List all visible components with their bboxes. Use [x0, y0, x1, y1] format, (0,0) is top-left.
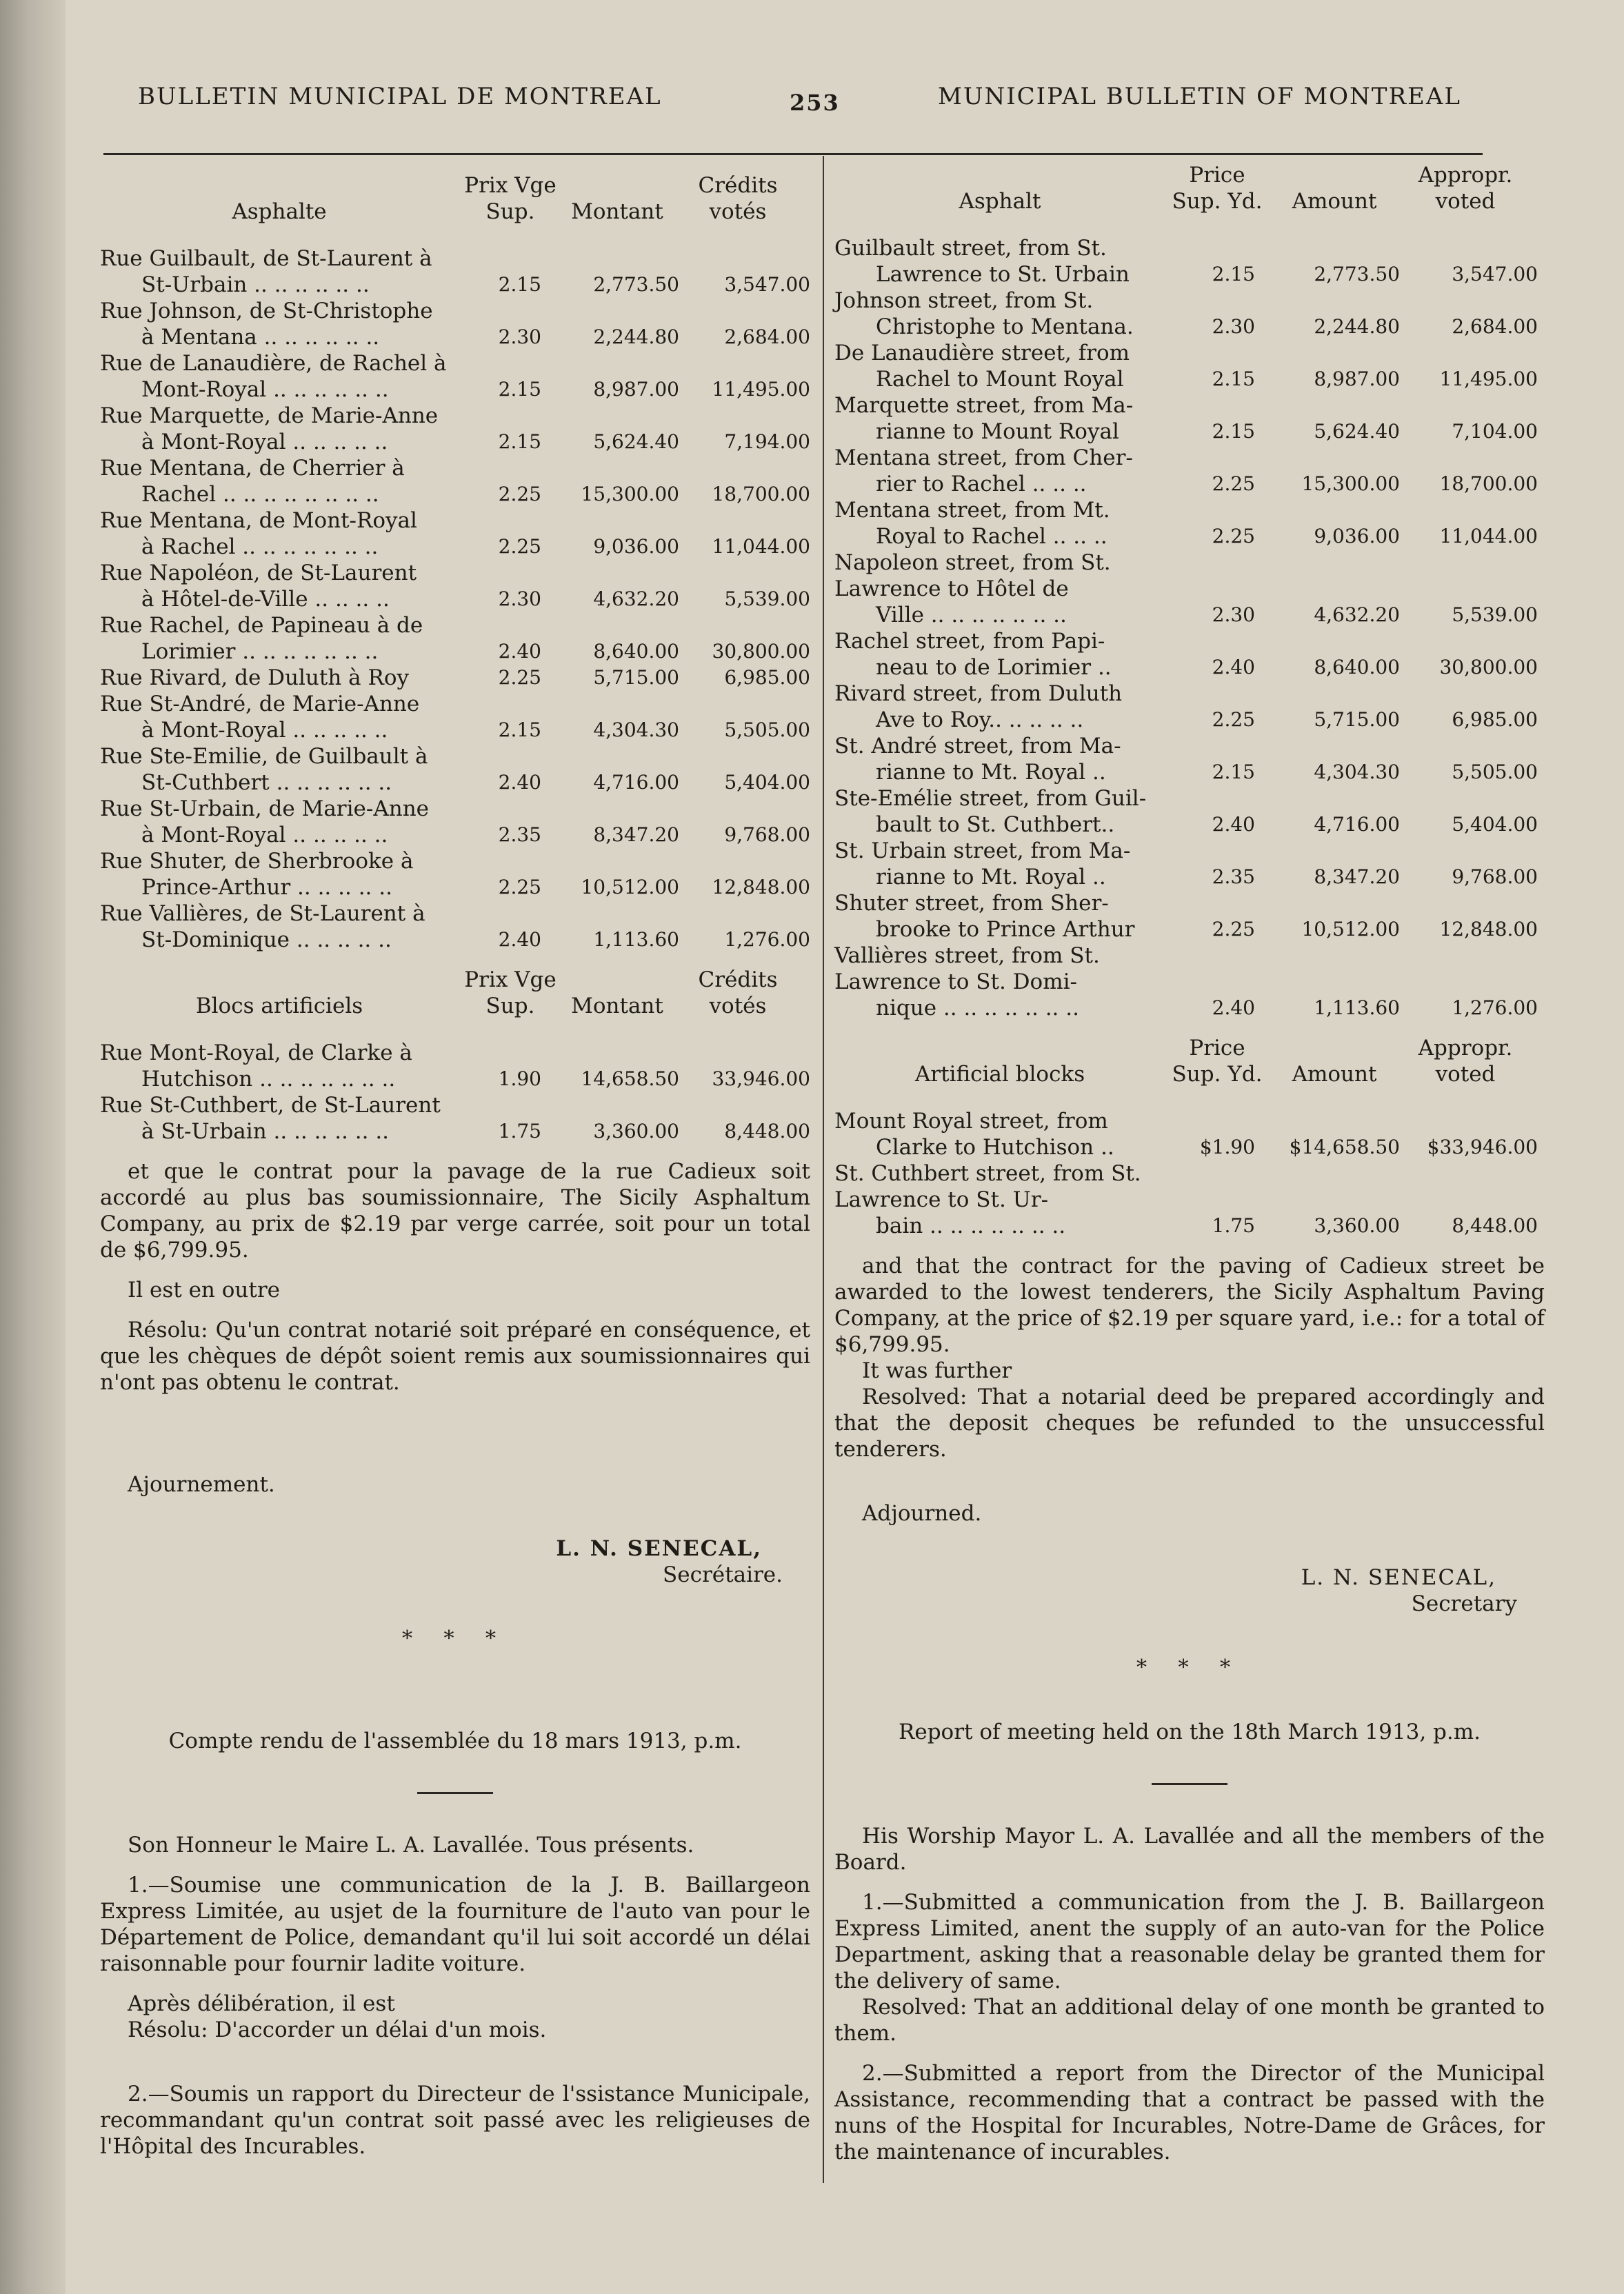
adjournment-en: Adjourned. — [862, 1501, 982, 1526]
amount-cell: 4,716.00 — [593, 771, 679, 794]
price-heading-fr: Prix Vge Sup. — [464, 173, 557, 224]
item-2-fr: 2.—Soumis un rapport du Directeur de l'ssistance Municipale, recommandant qu'un contrat soit passé avec les religieuses de l'Hôpital des Incurables. — [100, 2082, 810, 2159]
street-description — [834, 445, 1186, 497]
amount-cell: 3,360.00 — [1314, 1214, 1400, 1237]
table-row — [834, 235, 1545, 288]
credit-cell: 5,404.00 — [724, 771, 810, 794]
table-row — [100, 298, 810, 350]
section-stars-fr: * * * — [401, 1627, 509, 1651]
price-cell: 2.30 — [498, 587, 541, 610]
street-line-2: rier to Rachel .. .. .. — [876, 472, 1087, 496]
price-cell: 2.15 — [1212, 368, 1255, 390]
street-line-2: Christophe to Mentana. — [876, 314, 1134, 339]
street-line-1: Rue Ste-Emilie, de Guilbault à — [100, 744, 428, 769]
amount-cell: 8,640.00 — [1314, 656, 1400, 678]
amount-cell: 15,300.00 — [581, 483, 679, 505]
credit-cell: $33,946.00 — [1427, 1136, 1538, 1158]
credit-cell: 9,768.00 — [1452, 865, 1538, 888]
price-cell: 2.15 — [1212, 761, 1255, 783]
blocks-price-heading-fr: Prix Vge Sup. — [464, 967, 557, 1018]
asphalt-rows-fr — [100, 245, 810, 953]
present-line-fr: Son Honneur le Maire L. A. Lavallée. Tous présents. — [128, 1833, 694, 1858]
amount-cell: 5,624.40 — [593, 430, 679, 453]
street-line-2: Rachel .. .. .. .. .. .. .. .. — [141, 482, 379, 507]
credit-cell: 6,985.00 — [724, 666, 810, 689]
street-line-1: Rivard street, from Duluth — [834, 681, 1123, 706]
street-description — [834, 838, 1186, 890]
amount-cell: 1,113.60 — [593, 928, 679, 951]
signature-name-en: L. N. SENECAL, — [1301, 1565, 1496, 1590]
table-row — [100, 901, 810, 953]
street-description — [100, 298, 472, 350]
table-row — [100, 455, 810, 507]
street-description — [100, 350, 472, 403]
street-line-2: à Mont-Royal .. .. .. .. .. — [141, 430, 388, 454]
table-row — [834, 445, 1545, 497]
credit-cell: 1,276.00 — [724, 928, 810, 951]
street-line-1: Johnson street, from St. — [834, 288, 1094, 313]
amount-cell: 4,304.30 — [1314, 761, 1400, 783]
amount-cell: 5,715.00 — [593, 666, 679, 689]
street-line-2: St-Urbain .. .. .. .. .. .. — [141, 272, 370, 297]
resolution-paragraph-en: Resolved: That a notarial deed be prepared accordingly and that the deposit cheques be refunded to the unsuccessful tenderers. — [834, 1385, 1545, 1462]
signature-role-fr: Secrétaire. — [663, 1562, 783, 1587]
credit-cell: 11,044.00 — [712, 535, 810, 558]
credit-cell: 5,539.00 — [724, 587, 810, 610]
price-cell: 2.15 — [1212, 420, 1255, 443]
resolution-paragraph-fr: Résolu: Qu'un contrat notarié soit préparé en conséquence, et que les chèques de dépôt soient remis aux soumissionnaires qui n'ont pas obtenu le contrat. — [100, 1318, 810, 1395]
credit-cell: 8,448.00 — [1452, 1214, 1538, 1237]
credit-cell: 30,800.00 — [1439, 656, 1538, 678]
amount-heading-fr: Montant — [571, 199, 663, 224]
street-line-1: St. André street, from Ma- — [834, 734, 1121, 758]
street-description — [100, 507, 472, 560]
street-line-1: Ste-Emélie street, from Guil- — [834, 786, 1147, 811]
price-cell: 2.40 — [1212, 996, 1255, 1019]
street-line-2: à Hôtel-de-Ville .. .. .. .. — [141, 587, 390, 612]
table-row — [100, 403, 810, 455]
street-line-1: Rue Rivard, de Duluth à Roy — [100, 665, 410, 690]
credit-cell: 5,505.00 — [724, 718, 810, 741]
street-line-2: Lorimier .. .. .. .. .. .. .. — [141, 639, 379, 664]
price-cell: 2.25 — [498, 876, 541, 898]
street-line-1: Rue St-Cuthbert, de St-Laurent — [100, 1093, 441, 1118]
street-description — [100, 455, 472, 507]
price-cell: 2.25 — [1212, 472, 1255, 495]
amount-cell: 8,987.00 — [593, 378, 679, 401]
table-row — [100, 560, 810, 612]
amount-cell: 8,640.00 — [593, 640, 679, 663]
appropr-heading-en: Appropr. voted — [1418, 163, 1513, 214]
street-description — [100, 1040, 472, 1092]
street-line-2: Clarke to Hutchison .. — [876, 1135, 1114, 1160]
street-line-2: St-Dominique .. .. .. .. .. — [141, 927, 392, 952]
credit-cell: 11,044.00 — [1439, 525, 1538, 547]
table-row — [834, 1160, 1545, 1239]
price-cell: 1.90 — [498, 1067, 541, 1090]
credit-cell: 11,495.00 — [1439, 368, 1538, 390]
price-cell: 2.15 — [498, 430, 541, 453]
street-line-2: à Mont-Royal .. .. .. .. .. — [141, 718, 388, 743]
price-cell: 2.15 — [498, 273, 541, 296]
street-line-2: rianne to Mt. Royal .. — [876, 865, 1106, 889]
street-line-2: rianne to Mt. Royal .. — [876, 760, 1106, 785]
street-description — [100, 691, 472, 743]
street-line-2: neau to de Lorimier .. — [876, 655, 1112, 680]
table-row — [100, 691, 810, 743]
credits-heading-fr: Crédits votés — [698, 173, 778, 224]
item-1-resolution-fr: Résolu: D'accorder un délai d'un mois. — [128, 2018, 547, 2042]
blocks-price-heading-en: Price Sup. Yd. — [1172, 1036, 1263, 1087]
price-cell: 2.35 — [1212, 865, 1255, 888]
street-description — [100, 665, 472, 691]
amount-cell: 2,773.50 — [1314, 263, 1400, 285]
street-line-2: rianne to Mount Royal — [876, 419, 1119, 444]
amount-cell: 4,632.20 — [593, 587, 679, 610]
street-line-1: Rue Guilbault, de St-Laurent à — [100, 246, 432, 271]
page-binding-edge — [0, 0, 66, 2294]
credit-cell: 2,684.00 — [1452, 315, 1538, 338]
amount-cell: 3,360.00 — [593, 1120, 679, 1143]
asphalt-table-header-en — [834, 162, 1545, 214]
price-cell: 2.40 — [498, 640, 541, 663]
page-number: 253 — [790, 90, 840, 116]
signature-role-en: Secretary — [1411, 1591, 1517, 1616]
credit-cell: 18,700.00 — [712, 483, 810, 505]
street-line-2: Ave to Roy.. .. .. .. .. — [876, 707, 1084, 732]
street-description — [834, 235, 1186, 288]
amount-cell: 15,300.00 — [1301, 472, 1400, 495]
amount-cell: 2,244.80 — [1314, 315, 1400, 338]
amount-cell: $14,658.50 — [1289, 1136, 1400, 1158]
street-line-1: Rue Mentana, de Cherrier à — [100, 456, 405, 481]
credit-cell: 1,276.00 — [1452, 996, 1538, 1019]
street-description — [834, 497, 1186, 550]
credit-cell: 5,505.00 — [1452, 761, 1538, 783]
price-cell: 2.25 — [1212, 918, 1255, 940]
blocks-amount-heading-en: Amount — [1292, 1062, 1377, 1087]
street-description — [100, 796, 472, 848]
blocks-heading-en: Artificial blocks — [914, 1062, 1085, 1087]
street-line-2: Mont-Royal .. .. .. .. .. .. — [141, 377, 389, 402]
street-line-1: Marquette street, from Ma- — [834, 393, 1134, 418]
contract-paragraph-fr: et que le contrat pour la pavage de la rue Cadieux soit accordé au plus bas soumissionnaire, The Sicily Asphaltum Company, au prix de $2.19 par verge carrée, soit pour un total de $6,799.95. — [100, 1159, 810, 1262]
table-row — [834, 497, 1545, 550]
street-line-1: Rue Rachel, de Papineau à de — [100, 613, 423, 638]
english-column — [834, 162, 1545, 2165]
table-row — [834, 943, 1545, 1021]
street-line-1: Rue Mentana, de Mont-Royal — [100, 508, 417, 533]
street-line-1: St. Urbain street, from Ma- — [834, 838, 1131, 863]
price-heading-en: Price Sup. Yd. — [1172, 163, 1263, 214]
price-cell: 2.30 — [498, 325, 541, 348]
credit-cell: 11,495.00 — [712, 378, 810, 401]
french-column — [100, 172, 810, 2160]
street-line-2: bain .. .. .. .. .. .. .. — [876, 1214, 1066, 1238]
price-cell: 2.15 — [498, 378, 541, 401]
price-cell: 2.40 — [498, 771, 541, 794]
price-cell: 2.35 — [498, 823, 541, 846]
street-line-1: St. Cuthbert street, from St. Lawrence to St. Ur- — [834, 1161, 1141, 1212]
street-line-1: Vallières street, from St. Lawrence to St. Domi- — [834, 943, 1100, 994]
signature-name-fr: L. N. SENECAL, — [556, 1536, 762, 1561]
street-line-2: brooke to Prince Arthur — [876, 917, 1135, 942]
table-row — [834, 550, 1545, 628]
item-1-fr: 1.—Soumise une communication de la J. B. Baillargeon Express Limitée, au usjet de la fourniture de l'auto van pour le Département de Police, demandant qu'il lui soit accordé un délai raisonnable pour fournir ladite voiture. — [100, 1873, 810, 1976]
table-row — [100, 743, 810, 796]
street-description — [834, 288, 1186, 340]
street-line-1: Napoleon street, from St. Lawrence to Hôtel de — [834, 550, 1111, 601]
street-description — [100, 1092, 472, 1145]
item-1-resolution-en: Resolved: That an additional delay of one month be granted to them. — [834, 1995, 1545, 2046]
table-row — [834, 628, 1545, 681]
header-rule — [103, 153, 1483, 155]
blocks-heading-fr: Blocs artificiels — [195, 994, 363, 1018]
table-row — [834, 392, 1545, 445]
price-cell: 2.15 — [498, 718, 541, 741]
street-description — [100, 848, 472, 901]
street-line-1: Mount Royal street, from — [834, 1109, 1108, 1134]
street-line-1: Rue Marquette, de Marie-Anne — [100, 403, 439, 428]
street-line-1: Mentana street, from Cher- — [834, 445, 1133, 470]
credit-cell: 7,104.00 — [1452, 420, 1538, 443]
street-line-2: Rachel to Mount Royal — [876, 367, 1124, 392]
blocks-amount-heading-fr: Montant — [571, 994, 663, 1018]
price-cell: 2.25 — [1212, 708, 1255, 731]
amount-cell: 1,113.60 — [1314, 996, 1400, 1019]
amount-cell: 5,715.00 — [1314, 708, 1400, 731]
item-2-en: 2.—Submitted a report from the Director of the Municipal Assistance, recommending that a contract be passed with the nuns of the Hospital for Incurables, Notre-Dame de Grâces, for the maintenance of incurables. — [834, 2061, 1545, 2164]
asphalt-rows-en — [834, 235, 1545, 1021]
amount-cell: 9,036.00 — [1314, 525, 1400, 547]
street-description — [834, 1108, 1186, 1160]
street-line-1: Rue St-Urbain, de Marie-Anne — [100, 796, 430, 821]
table-row — [100, 612, 810, 665]
column-divider — [823, 156, 824, 2183]
street-description — [834, 943, 1186, 1021]
amount-heading-en: Amount — [1292, 189, 1377, 214]
credit-cell: 3,547.00 — [1452, 263, 1538, 285]
table-row — [834, 340, 1545, 392]
street-line-2: Royal to Rachel .. .. .. — [876, 524, 1107, 549]
credit-cell: 12,848.00 — [1439, 918, 1538, 940]
street-description — [834, 890, 1186, 943]
street-description — [834, 550, 1186, 628]
street-line-2: Lawrence to St. Urbain — [876, 262, 1130, 287]
item-1-deliberation-fr: Après délibération, il est — [128, 1991, 395, 2016]
street-line-2: nique .. .. .. .. .. .. .. — [876, 996, 1079, 1020]
blocks-table-header-fr — [100, 967, 810, 1019]
table-row — [100, 350, 810, 403]
table-row — [100, 507, 810, 560]
blocks-rows-en — [834, 1108, 1545, 1239]
report-title-en: Report of meeting held on the 18th March 1913, p.m. — [899, 1720, 1481, 1744]
credit-cell: 8,448.00 — [724, 1120, 810, 1143]
table-row — [100, 1040, 810, 1092]
credit-cell: 30,800.00 — [712, 640, 810, 663]
price-cell: 1.75 — [498, 1120, 541, 1143]
table-row — [834, 681, 1545, 733]
asphalt-heading-fr: Asphalte — [232, 199, 327, 224]
street-description — [834, 392, 1186, 445]
street-line-2: Ville .. .. .. .. .. .. .. — [876, 603, 1067, 627]
amount-cell: 9,036.00 — [593, 535, 679, 558]
adjournment-fr: Ajournement. — [128, 1472, 275, 1497]
street-line-1: Rue de Lanaudière, de Rachel à — [100, 351, 447, 376]
further-paragraph-en: It was further — [862, 1358, 1012, 1383]
credit-cell: 18,700.00 — [1439, 472, 1538, 495]
street-description — [100, 403, 472, 455]
blocks-appropr-heading-en: Appropr. voted — [1418, 1036, 1513, 1087]
asphalt-table-header-fr — [100, 172, 810, 225]
table-row — [100, 245, 810, 298]
credit-cell: 5,539.00 — [1452, 603, 1538, 626]
amount-cell: 4,304.30 — [593, 718, 679, 741]
price-cell: 2.25 — [498, 483, 541, 505]
section-stars-en: * * * — [1136, 1656, 1243, 1680]
header-right-title: MUNICIPAL BULLETIN OF MONTREAL — [938, 83, 1462, 110]
contract-paragraph-en: and that the contract for the paving of Cadieux street be awarded to the lowest tenderers, the Sicily Asphaltum Paving Company, at the price of $2.19 per square yard, i.e.: for a total of $6,799.95. — [834, 1254, 1545, 1357]
street-description — [834, 628, 1186, 681]
street-line-1: Rue St-André, de Marie-Anne — [100, 692, 420, 716]
street-line-2: à St-Urbain .. .. .. .. .. .. — [141, 1119, 390, 1144]
credit-cell: 33,946.00 — [712, 1067, 810, 1090]
price-cell: 2.25 — [498, 535, 541, 558]
price-cell: 2.25 — [498, 666, 541, 689]
amount-cell: 10,512.00 — [581, 876, 679, 898]
price-cell: 2.40 — [1212, 656, 1255, 678]
street-description — [100, 901, 472, 953]
street-line-2: Prince-Arthur .. .. .. .. .. — [141, 875, 392, 900]
street-line-1: Rue Napoléon, de St-Laurent — [100, 561, 417, 585]
street-description — [100, 560, 472, 612]
price-cell: 2.25 — [1212, 525, 1255, 547]
street-line-1: Rue Vallières, de St-Laurent à — [100, 901, 425, 926]
table-row — [100, 848, 810, 901]
table-row — [834, 838, 1545, 890]
street-line-1: De Lanaudière street, from — [834, 341, 1130, 365]
blocks-rows-fr — [100, 1040, 810, 1145]
street-line-1: Mentana street, from Mt. — [834, 498, 1110, 523]
street-line-1: Rachel street, from Papi- — [834, 629, 1105, 654]
street-line-1: Shuter street, from Sher- — [834, 891, 1109, 916]
street-description — [834, 785, 1186, 838]
amount-cell: 4,716.00 — [1314, 813, 1400, 836]
item-1-en: 1.—Submitted a communication from the J. B. Baillargeon Express Limited, anent the supply of an auto-van for the Police Department, asking that a reasonable delay be granted them for the delivery of same. — [834, 1890, 1545, 1993]
street-description — [100, 612, 472, 665]
table-row — [100, 796, 810, 848]
blocks-credits-heading-fr: Crédits votés — [698, 967, 778, 1018]
asphalt-heading-en: Asphalt — [959, 189, 1041, 214]
credit-cell: 3,547.00 — [724, 273, 810, 296]
street-line-2: à Mentana .. .. .. .. .. .. — [141, 325, 380, 350]
table-row — [834, 890, 1545, 943]
street-line-1: Guilbault street, from St. — [834, 236, 1107, 261]
street-line-2: à Mont-Royal .. .. .. .. .. — [141, 823, 388, 847]
amount-cell: 2,244.80 — [593, 325, 679, 348]
street-description — [834, 340, 1186, 392]
table-row — [100, 1092, 810, 1145]
credit-cell: 12,848.00 — [712, 876, 810, 898]
street-description — [834, 1160, 1186, 1239]
street-description — [834, 681, 1186, 733]
price-cell: $1.90 — [1199, 1136, 1255, 1158]
amount-cell: 8,347.20 — [1314, 865, 1400, 888]
street-line-2: St-Cuthbert .. .. .. .. .. .. — [141, 770, 392, 795]
blocks-table-header-en — [834, 1035, 1545, 1087]
amount-cell: 4,632.20 — [1314, 603, 1400, 626]
credit-cell: 9,768.00 — [724, 823, 810, 846]
table-row — [100, 665, 810, 691]
amount-cell: 5,624.40 — [1314, 420, 1400, 443]
amount-cell: 10,512.00 — [1301, 918, 1400, 940]
street-line-2: Hutchison .. .. .. .. .. .. .. — [141, 1067, 396, 1091]
street-line-1: Rue Shuter, de Sherbrooke à — [100, 849, 414, 874]
street-description — [100, 743, 472, 796]
table-row — [834, 785, 1545, 838]
credit-cell: 6,985.00 — [1452, 708, 1538, 731]
street-line-2: à Rachel .. .. .. .. .. .. .. — [141, 534, 379, 559]
amount-cell: 8,347.20 — [593, 823, 679, 846]
further-paragraph-fr: Il est en outre — [128, 1278, 280, 1302]
price-cell: 1.75 — [1212, 1214, 1255, 1237]
amount-cell: 14,658.50 — [581, 1067, 679, 1090]
amount-cell: 8,987.00 — [1314, 368, 1400, 390]
street-line-1: Rue Mont-Royal, de Clarke à — [100, 1040, 412, 1065]
table-row — [834, 288, 1545, 340]
credit-cell: 7,194.00 — [724, 430, 810, 453]
street-line-2: bault to St. Cuthbert.. — [876, 812, 1115, 837]
header-left-title: BULLETIN MUNICIPAL DE MONTREAL — [138, 83, 662, 110]
street-description — [100, 245, 472, 298]
table-row — [834, 733, 1545, 785]
table-row — [834, 1108, 1545, 1160]
street-line-1: Rue Johnson, de St-Christophe — [100, 299, 433, 323]
price-cell: 2.40 — [1212, 813, 1255, 836]
report-title-fr: Compte rendu de l'assemblée du 18 mars 1913, p.m. — [168, 1729, 742, 1753]
price-cell: 2.15 — [1212, 263, 1255, 285]
price-cell: 2.30 — [1212, 603, 1255, 626]
credit-cell: 2,684.00 — [724, 325, 810, 348]
price-cell: 2.40 — [498, 928, 541, 951]
street-description — [834, 733, 1186, 785]
price-cell: 2.30 — [1212, 315, 1255, 338]
present-line-en: His Worship Mayor L. A. Lavallée and all the members of the Board. — [834, 1824, 1545, 1875]
amount-cell: 2,773.50 — [593, 273, 679, 296]
credit-cell: 5,404.00 — [1452, 813, 1538, 836]
